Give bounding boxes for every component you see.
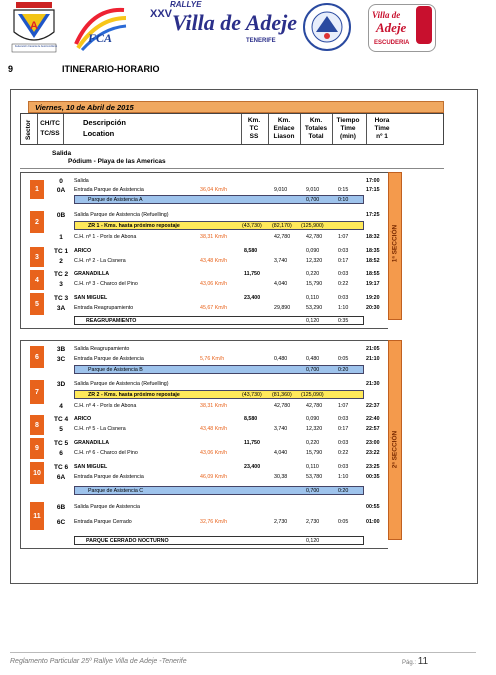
row-tiempo: 1:10	[338, 305, 349, 311]
col-kmenl-1: Km.	[277, 117, 291, 124]
row-tiempo: 1:07	[338, 234, 349, 240]
row-km-total: 12,320	[306, 426, 323, 432]
box-km-total: 0,120	[306, 318, 320, 324]
col-kmenl-2: Enlace	[273, 125, 295, 132]
svg-text:FCA: FCA	[87, 31, 113, 45]
header-logos	[0, 0, 496, 58]
row-ch: 0	[59, 178, 63, 185]
row-description: Salida Parque de Asistencia (Refuelling)	[74, 381, 169, 387]
row-hora: 19:17	[366, 281, 380, 287]
sector-badge: 6	[30, 346, 44, 368]
rallye-villa-de-adeje-logo	[150, 0, 298, 50]
row-km-total: 15,790	[306, 450, 323, 456]
page-number: 11	[417, 656, 429, 667]
itinerary-date-bar: Viernes, 10 de Abril de 2015	[28, 101, 444, 113]
escuderia-villa-de: Villa de	[372, 10, 401, 20]
row-hora: 22:57	[366, 426, 380, 432]
row-description: Salida Reagrupamiento	[74, 346, 130, 352]
tenerife-word: TENERIFE	[246, 38, 276, 44]
row-km-total: 53,780	[306, 474, 323, 480]
col-tiempo-2: Time	[340, 125, 356, 132]
row-tiempo: 0:03	[338, 295, 349, 301]
sector-badge: 11	[30, 502, 44, 530]
row-hora: 21:30	[366, 381, 380, 387]
section-2-label: 2ª SECCIÓN	[391, 430, 399, 469]
col-tiempo-3: (min)	[340, 133, 356, 140]
box-description: Parque de Asistencia C	[88, 488, 144, 494]
row-hora: 21:10	[366, 356, 380, 362]
row-ch: 1	[59, 234, 63, 241]
row-ch: TC 3	[54, 295, 69, 302]
row-km-total: 42,780	[306, 403, 323, 409]
row-hora: 23:25	[366, 464, 380, 470]
row-km-total: 0,220	[306, 271, 320, 277]
row-description: SAN MIGUEL	[74, 464, 108, 470]
sector-badge: 2	[30, 211, 44, 233]
row-speed: 45,67 Km/h	[200, 305, 228, 311]
escuderia-word: ESCUDERIA	[374, 40, 410, 46]
row-km-tc: 8,580	[244, 416, 258, 422]
row-description: Salida Parque de Asistencia (Refuelling)	[74, 212, 169, 218]
box-description: ZR 2 - Kms. hasta próximo repostaje	[88, 392, 180, 398]
row-km-enlace: 29,890	[274, 305, 291, 311]
row-tiempo: 0:03	[338, 271, 349, 277]
row-km-enlace: 2,730	[274, 519, 288, 525]
row-km-total: 15,790	[306, 281, 323, 287]
col-chtc: CH/TC	[40, 120, 60, 127]
escuderia-villa-de-adeje-logo	[366, 2, 436, 52]
col-kmtot-2: Totales	[304, 125, 328, 132]
row-description: C.H. nº 5 - La Cisnera	[74, 426, 126, 432]
row-tiempo: 0:05	[338, 356, 349, 362]
row-description: ARICO	[74, 248, 92, 254]
xxv-label: XXV	[150, 8, 173, 20]
row-ch: 3B	[56, 346, 66, 353]
row-speed: 43,06 Km/h	[200, 281, 228, 287]
row-km-total: 0,090	[306, 416, 320, 422]
rallye-word: RALLYE	[170, 0, 202, 9]
row-description: C.H. nº 6 - Charco del Pino	[74, 450, 138, 456]
footer-text: Reglamento Particular 25º Rallye Villa de Adeje -Tenerife	[10, 658, 187, 665]
row-tiempo: 0:03	[338, 464, 349, 470]
row-km-enlace: 9,010	[274, 187, 288, 193]
row-hora: 18:32	[366, 234, 380, 240]
box-description: Parque de Asistencia B	[88, 367, 143, 373]
sector-badge: 8	[30, 415, 44, 435]
col-kmtc-2: TC	[249, 125, 259, 132]
col-sector: Sector	[25, 119, 32, 141]
row-hora: 00:55	[366, 504, 380, 510]
row-speed: 43,48 Km/h	[200, 258, 228, 264]
col-kmenl-3: Liason	[273, 133, 295, 140]
col-tcss: TC/SS	[40, 130, 60, 137]
row-ch: 3D	[56, 381, 66, 388]
row-hora: 17:00	[366, 178, 380, 184]
sector-badge: 10	[30, 462, 44, 484]
col-hora-3: nº 1	[376, 133, 388, 140]
row-ch: 3	[59, 281, 63, 288]
row-ch: TC 5	[54, 440, 69, 447]
row-km-total: 0,090	[306, 248, 320, 254]
row-tiempo: 0:17	[338, 426, 349, 432]
fca-caption: Federación Canaria de Automovilismo	[14, 45, 58, 48]
row-hora: 22:37	[366, 403, 380, 409]
fca-shield-logo	[8, 2, 60, 54]
row-km-total: 0,220	[306, 440, 320, 446]
col-kmtot-3: Total	[308, 133, 324, 140]
row-ch: 6B	[56, 504, 66, 511]
box-description: PARQUE CERRADO NOCTURNO	[86, 538, 169, 544]
column-header	[20, 113, 444, 145]
box-km-total: (125,090)	[301, 392, 324, 398]
row-ch: 0A	[56, 187, 66, 194]
row-ch: TC 1	[54, 248, 69, 255]
row-description: Entrada Parque Cerrado	[74, 519, 132, 525]
row-tiempo: 0:05	[338, 519, 349, 525]
row-ch: 2	[59, 258, 63, 265]
row-km-total: 0,110	[306, 464, 319, 470]
row-tiempo: 0:15	[338, 187, 349, 193]
page-label: Pág.:	[402, 660, 417, 666]
box-tiempo: 0:20	[338, 367, 349, 373]
box-description: ZR 1 - Kms. hasta próximo repostaje	[88, 223, 180, 229]
row-speed: 38,31 Km/h	[200, 403, 228, 409]
row-km-enlace: 4,040	[274, 281, 288, 287]
fca-swirl-logo	[72, 4, 128, 52]
box-tiempo: 0:35	[338, 318, 349, 324]
row-hora: 22:40	[366, 416, 380, 422]
row-speed: 5,76 Km/h	[200, 356, 225, 362]
row-hora: 18:52	[366, 258, 380, 264]
row-km-enlace: 30,38	[274, 474, 288, 480]
row-ch: 5	[59, 426, 63, 433]
row-ch: TC 6	[54, 464, 69, 471]
row-hora: 21:05	[366, 346, 380, 352]
col-descripcion: Descripción	[83, 118, 126, 127]
row-km-tc: 23,400	[244, 295, 261, 301]
sector-badge: 3	[30, 247, 44, 267]
col-location: Location	[83, 129, 115, 138]
box-tiempo: 0:10	[338, 197, 349, 203]
row-description: C.H. nº 3 - Charco del Pino	[74, 281, 138, 287]
svg-text:A: A	[30, 20, 38, 32]
box-km-enlace: (82,170)	[272, 223, 292, 229]
box-km-total: 0,700	[306, 488, 320, 494]
sector-badge: 9	[30, 438, 44, 459]
box-km-total: 0,700	[306, 367, 320, 373]
row-km-enlace: 0,480	[274, 356, 288, 362]
col-hora-2: Time	[374, 125, 390, 132]
salida-label: Salida	[52, 150, 72, 157]
row-km-enlace: 42,780	[274, 234, 291, 240]
row-km-tc: 11,750	[244, 271, 260, 277]
box-km-total: (125,900)	[301, 223, 324, 229]
col-kmtot-1: Km.	[309, 117, 323, 124]
section-1-label: 1ª SECCIÓN	[391, 224, 399, 263]
row-km-total: 12,320	[306, 258, 323, 264]
box-km-tc: (43,730)	[242, 223, 262, 229]
row-hora: 20:30	[366, 305, 380, 311]
row-ch: 0B	[56, 212, 66, 219]
row-hora: 23:00	[366, 440, 380, 446]
row-speed: 32,76 Km/h	[200, 519, 228, 525]
row-km-enlace: 3,740	[274, 426, 288, 432]
row-km-total: 53,290	[306, 305, 323, 311]
box-tiempo: 0:20	[338, 488, 349, 494]
row-tiempo: 0:03	[338, 416, 349, 422]
row-km-total: 2,730	[306, 519, 320, 525]
row-hora: 23:22	[366, 450, 380, 456]
sector-badge: 4	[30, 270, 44, 290]
row-tiempo: 0:03	[338, 440, 349, 446]
section-title: ITINERARIO-HORARIO	[62, 64, 160, 74]
row-km-enlace: 4,040	[274, 450, 288, 456]
box-description: Parque de Asistencia A	[88, 197, 143, 203]
row-hora: 00:35	[366, 474, 380, 480]
page-indicator	[402, 656, 428, 667]
row-ch: TC 4	[54, 416, 69, 423]
row-tiempo: 0:22	[338, 450, 349, 456]
row-description: C.H. nº 2 - La Cisnera	[74, 258, 126, 264]
row-km-total: 0,110	[306, 295, 319, 301]
row-km-tc: 11,750	[244, 440, 260, 446]
box-km-enlace: (81,360)	[272, 392, 292, 398]
section-number: 9	[8, 64, 14, 74]
row-description: Entrada Parque de Asistencia	[74, 187, 144, 193]
sector-badge: 1	[30, 180, 44, 199]
box-description: REAGRUPAMIENTO	[86, 318, 137, 324]
row-speed: 38,31 Km/h	[200, 234, 228, 240]
row-hora: 01:00	[366, 519, 380, 525]
salida-location: Pódium - Playa de las Americas	[68, 158, 166, 165]
row-description: SAN MIGUEL	[74, 295, 108, 301]
villa-de-adeje-script: Villa de Adeje	[172, 10, 298, 35]
col-kmtc-1: Km.	[247, 117, 261, 124]
row-ch: 4	[59, 403, 63, 410]
row-ch: 3A	[56, 305, 66, 312]
row-ch: 6A	[56, 474, 66, 481]
row-description: Salida Parque de Asistencia	[74, 504, 140, 510]
row-tiempo: 0:17	[338, 258, 349, 264]
fat-round-logo	[302, 2, 352, 52]
row-tiempo: 0:03	[338, 248, 349, 254]
row-hora: 17:15	[366, 187, 380, 193]
row-description: GRANADILLA	[74, 271, 110, 277]
row-km-total: 0,480	[306, 356, 320, 362]
row-km-enlace: 42,780	[274, 403, 291, 409]
box-km-total: 0,700	[306, 197, 320, 203]
sector-badge: 7	[30, 380, 44, 404]
row-km-total: 42,780	[306, 234, 323, 240]
row-tiempo: 0:22	[338, 281, 349, 287]
row-speed: 43,06 Km/h	[200, 450, 228, 456]
row-ch: TC 2	[54, 271, 69, 278]
row-hora: 18:35	[366, 248, 380, 254]
row-description: C.H. nº 1 - Porís de Abona	[74, 234, 137, 240]
col-kmtc-3: SS	[249, 133, 259, 140]
row-speed: 43,48 Km/h	[200, 426, 228, 432]
row-km-total: 9,010	[306, 187, 320, 193]
row-ch: 6	[59, 450, 63, 457]
row-km-enlace: 3,740	[274, 258, 288, 264]
row-description: Entrada Parque de Asistencia	[74, 474, 144, 480]
escuderia-adeje: Adeje	[376, 20, 407, 35]
row-description: C.H. nº 4 - Porís de Abona	[74, 403, 137, 409]
row-ch: 3C	[56, 356, 66, 363]
row-hora: 17:25	[366, 212, 380, 218]
box-km-tc: (43,730)	[242, 392, 262, 398]
sector-badge: 5	[30, 293, 44, 315]
row-description: Salida	[74, 178, 89, 184]
row-tiempo: 1:10	[338, 474, 349, 480]
row-tiempo: 1:07	[338, 403, 349, 409]
row-speed: 36,04 Km/h	[200, 187, 228, 193]
row-hora: 18:55	[366, 271, 380, 277]
col-tiempo-1: Tiempo	[336, 117, 360, 124]
row-hora: 19:20	[366, 295, 380, 301]
row-description: Entrada Reagrupamiento	[74, 305, 134, 311]
row-ch: 6C	[56, 519, 66, 526]
row-description: ARICO	[74, 416, 92, 422]
row-description: GRANADILLA	[74, 440, 110, 446]
row-km-tc: 8,580	[244, 248, 258, 254]
col-hora-1: Hora	[374, 117, 390, 124]
row-speed: 46,09 Km/h	[200, 474, 228, 480]
row-km-tc: 23,400	[244, 464, 261, 470]
box-km-total: 0,120	[306, 538, 320, 544]
row-description: Entrada Parque de Asistencia	[74, 356, 144, 362]
